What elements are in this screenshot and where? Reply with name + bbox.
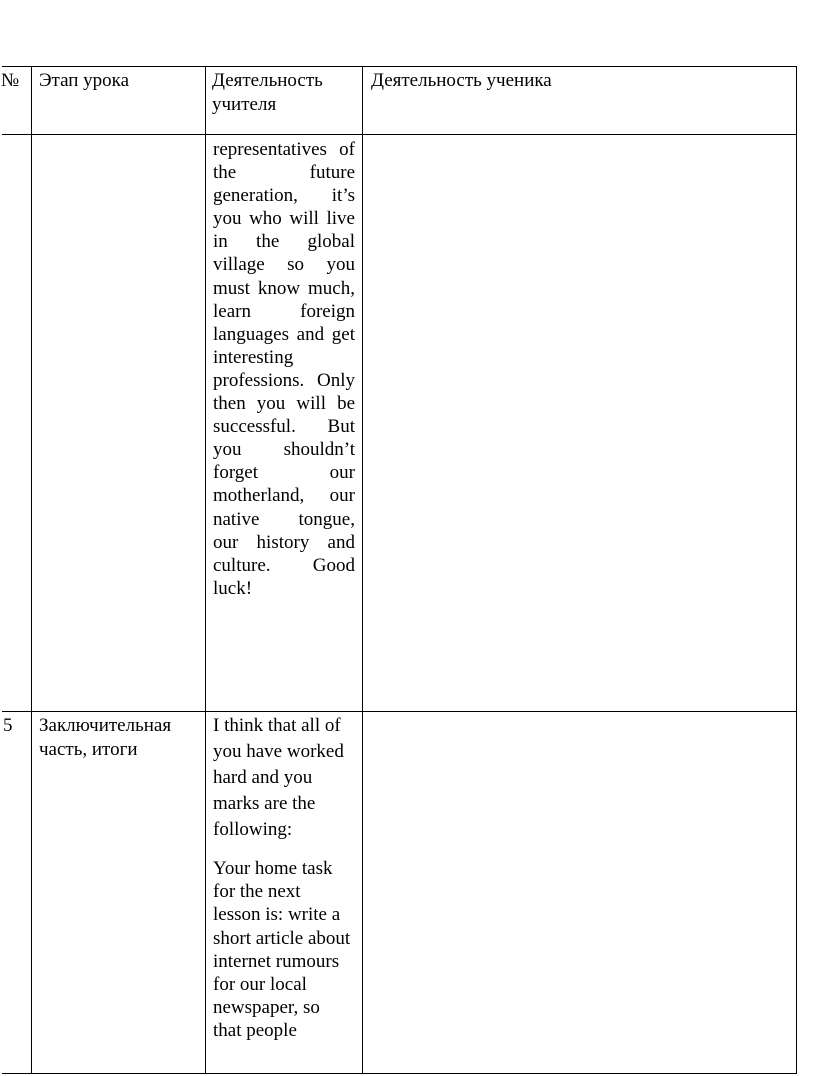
stage-text-line: часть, итоги xyxy=(39,739,138,760)
stage-text-line: Заключительная xyxy=(39,715,172,736)
header-teacher-activity: Деятельность учителя xyxy=(212,70,323,115)
teacher-text-line: Your home task xyxy=(213,858,333,879)
teacher-text-line: learn foreign xyxy=(213,300,355,322)
teacher-text-line: motherland, our xyxy=(213,485,355,507)
table-bottom-border xyxy=(2,1073,797,1074)
header-number: № xyxy=(1,70,20,91)
teacher-text-line: culture. Good xyxy=(213,554,355,576)
teacher-text-line: hard and you xyxy=(213,767,313,788)
row5-number: 5 xyxy=(3,715,13,736)
teacher-text-line: professions. Only xyxy=(213,369,355,391)
row5-stage xyxy=(39,714,199,762)
teacher-text-line: for our local xyxy=(213,974,307,996)
row-divider xyxy=(2,711,797,712)
teacher-text-line: I think that all of xyxy=(213,715,341,736)
header-bottom-border xyxy=(2,134,797,135)
teacher-text-line: you who will live xyxy=(213,208,355,230)
teacher-text-line: generation, it’s xyxy=(213,185,355,207)
col-divider-1 xyxy=(31,66,32,1074)
teacher-text-line: marks are the xyxy=(213,793,316,814)
teacher-text-line: internet rumours xyxy=(213,950,340,972)
teacher-text-line: following: xyxy=(213,819,293,840)
teacher-text-line: our history and xyxy=(213,531,355,553)
teacher-text-line: forget our xyxy=(213,462,355,484)
teacher-text-line: languages and get xyxy=(213,323,355,345)
table-right-border xyxy=(796,66,797,1074)
teacher-text-line: must know much, xyxy=(213,277,355,299)
teacher-text-line: then you will be xyxy=(213,393,355,415)
teacher-activity-continuation xyxy=(213,138,355,600)
teacher-text-line: luck! xyxy=(213,577,253,599)
teacher-text-line: native tongue, xyxy=(213,508,355,530)
teacher-text-line: for the next xyxy=(213,881,301,903)
col-divider-3 xyxy=(362,66,363,1074)
teacher-text-line: that people xyxy=(213,1020,297,1042)
teacher-text-line: in the global xyxy=(213,231,355,253)
teacher-text-line: representatives of xyxy=(213,139,355,160)
teacher-text-line: newspaper, so xyxy=(213,997,320,1019)
teacher-text-line: you shouldn’t xyxy=(213,439,355,461)
teacher-text-line: interesting xyxy=(213,346,294,368)
header-stage: Этап урока xyxy=(39,70,130,91)
teacher-text-line: village so you xyxy=(213,254,355,276)
teacher-text-line: successful. But xyxy=(213,416,355,438)
row5-teacher-paragraph-2 xyxy=(213,857,361,1043)
teacher-text-line: lesson is: write a xyxy=(213,904,341,926)
teacher-text-line: you have worked xyxy=(213,741,344,762)
teacher-text-line: the future xyxy=(213,162,355,184)
col-divider-2 xyxy=(205,66,206,1074)
teacher-text-line: short article about xyxy=(213,927,351,949)
header-student-activity: Деятельность ученика xyxy=(371,70,552,91)
row5-teacher-paragraph-1 xyxy=(213,713,361,843)
table-top-border xyxy=(2,66,797,67)
